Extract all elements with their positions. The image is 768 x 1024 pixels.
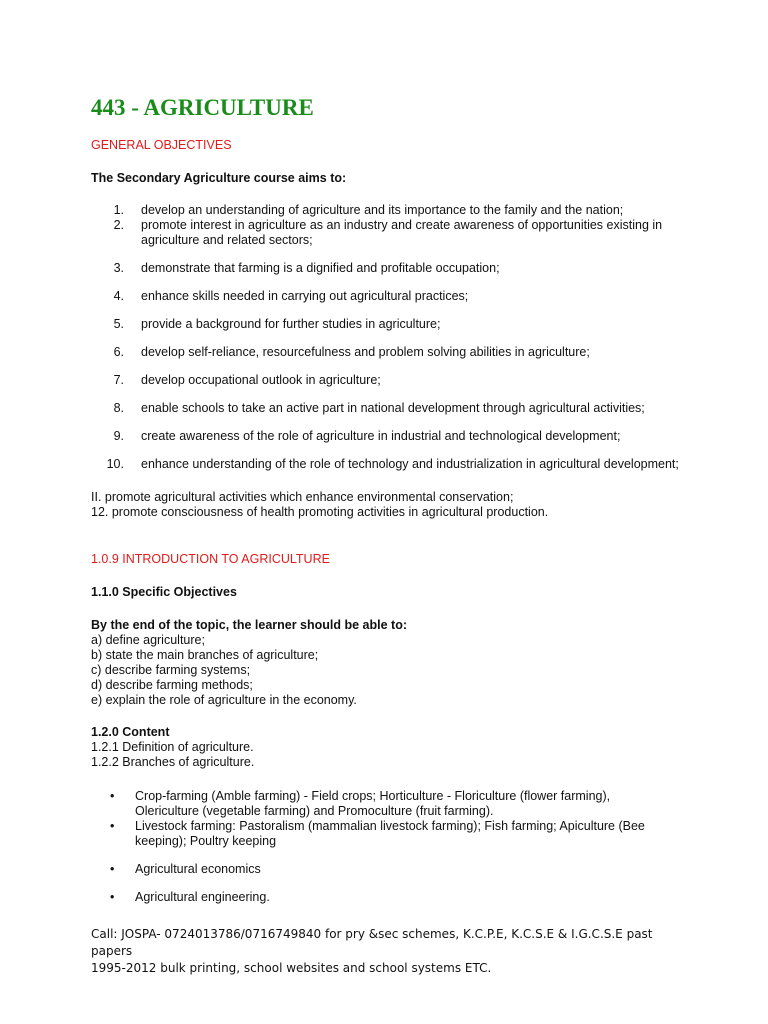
learner-item: a) define agriculture; (91, 633, 205, 647)
document-title: 443 - AGRICULTURE (91, 95, 314, 120)
learner-objectives (91, 618, 407, 708)
bullet-icon: • (110, 890, 115, 904)
content-item: 1.2.1 Definition of agriculture. (91, 740, 254, 754)
aims-intro: The Secondary Agriculture course aims to: (91, 171, 347, 185)
content-heading: 1.2.0 Content (91, 725, 170, 739)
learner-item: e) explain the role of agriculture in the economy. (91, 693, 357, 707)
bullet-icon: • (110, 862, 115, 876)
content-section (91, 725, 254, 770)
learner-item: c) describe farming systems; (91, 663, 251, 677)
footer-line: Call: JOSPA- 0724013786/0716749840 for pry &sec schemes, K.C.P.E, K.C.S.E & I.G.C.S.E past papers (91, 927, 653, 958)
introduction-heading: 1.0.9 INTRODUCTION TO AGRICULTURE (91, 552, 330, 566)
learner-item: b) state the main branches of agriculture; (91, 648, 319, 662)
learner-item: d) describe farming methods; (91, 678, 253, 692)
footer-advert (91, 926, 691, 977)
bullet-icon: • (110, 789, 115, 803)
extra-objective-item: II. promote agricultural activities which enhance environmental conservation; (91, 490, 514, 504)
bullet-icon: • (110, 819, 115, 833)
specific-objectives-heading: 1.1.0 Specific Objectives (91, 585, 237, 599)
footer-line: 1995-2012 bulk printing, school websites and school systems ETC. (91, 961, 492, 975)
extra-objectives (91, 490, 548, 520)
extra-objective-item: 12. promote consciousness of health promoting activities in agricultural production. (91, 505, 549, 519)
general-objectives-heading: GENERAL OBJECTIVES (91, 138, 232, 152)
document-page: 443 - AGRICULTURE GENERAL OBJECTIVES The Secondary Agriculture course aims to: 1. develop an understanding of agriculture and its importance to the family and the nation; 2. promote interest in agriculture as an industry and create awareness of opportunities existing in agriculture and related sectors; 3. demonstrate that farming is a dignified and profitable occupation; 4. enhance skills needed in carrying out agricultural practices; 5. provide a background for further studies in agriculture; 6. develop self-reliance, resourcefulness and problem solving abilities in agriculture; 7. develop occupational outlook in agriculture; 8. enable schools to take an active part in national development through agricultural activities; 9. create awareness of the role of agriculture in industrial and technological development; 10. enhance understanding of the role of technology and industrialization in agricultural development; II. promote agricultural activities which enhance environmental conservation; 12. promote consciousness of health promoting activities in agricultural production. 1.0.9 INTRODUCTION TO AGRICULTURE 1.1.0 Specific Objectives By the end of the topic, the learner should be able to: a) define agriculture; b) state the main branches of agriculture; c) describe farming systems; d) describe farming methods; e) explain the role of agriculture in the economy. 1.2.0 Content 1.2.1 Definition of agriculture. 1.2.2 Branches of agriculture. • Crop-farming (Amble farming) - Field crops; Horticulture - Floriculture (flower farming), Olericulture (vegetable farming) and Promoculture (fruit farming). • Livestock farming: Pastoralism (mammalian livestock farming); Fish farming; Apiculture (Bee keeping); Poultry keeping • Agricultural economics • Agricultural engineering. Call: JOSPA- 0724013786/0716749840 for pry &sec schemes, K.C.P.E, K.C.S.E & I.G.C.S.E past papers 1995-2012 bulk printing, school websites and school systems ETC. (0, 0, 768, 1024)
content-item: 1.2.2 Branches of agriculture. (91, 755, 255, 769)
learner-intro: By the end of the topic, the learner should be able to: (91, 618, 408, 632)
